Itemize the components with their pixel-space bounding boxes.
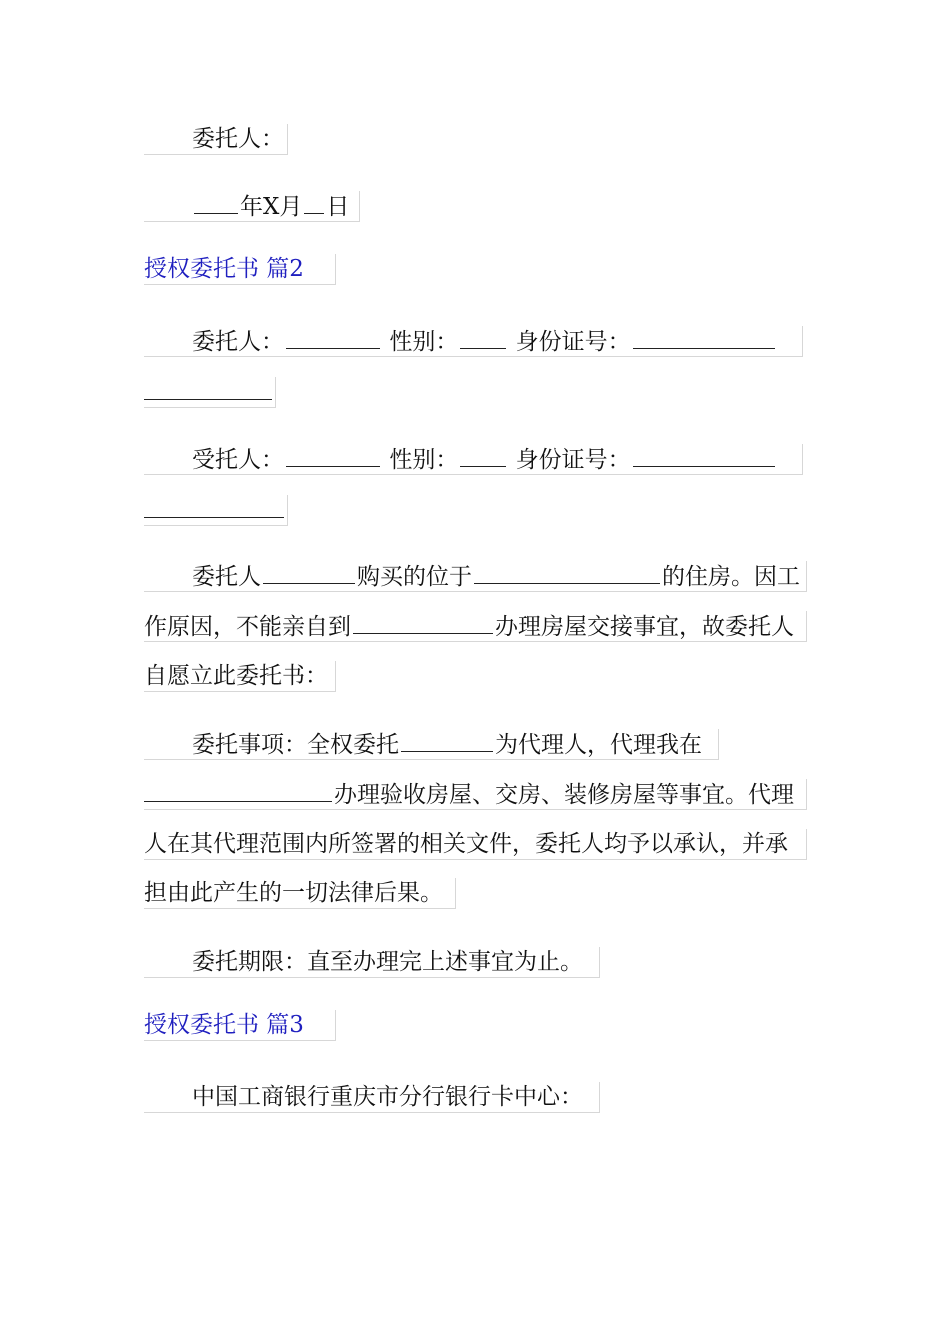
principal-gender-label: 性别：: [389, 329, 459, 355]
p2-blank-b: [144, 779, 332, 802]
p2-blank-a: [401, 729, 493, 752]
agent-id-blank-2: [144, 495, 284, 518]
p1-blank-c: [353, 611, 493, 634]
p1-text-e: 办理房屋交接事宜，故委托人: [495, 614, 794, 640]
paragraph-3-line-1: [144, 947, 600, 978]
agent-name-label: 受托人：: [192, 447, 284, 473]
p1-text-a: 委托人: [192, 564, 261, 590]
paragraph-1-line-3: [144, 661, 336, 692]
p1-text-c: 的住房。因工: [662, 564, 800, 590]
paragraph-2-line-3: [144, 829, 807, 860]
principal-id-continuation: [144, 377, 276, 408]
paragraph-2-line-2: [144, 779, 807, 810]
date-year-month: 年X月: [240, 194, 303, 220]
year-blank: [194, 191, 238, 214]
heading-2-text: 授权委托书 篇2: [144, 256, 304, 282]
paragraph-2-line-1: [144, 729, 719, 760]
section-heading-3: [144, 1010, 336, 1041]
principal-gender-blank: [460, 326, 506, 349]
recipient-line: [144, 1082, 600, 1113]
paragraph-1-line-1: [144, 561, 807, 592]
principal-id-blank-2: [144, 377, 272, 400]
recipient-text: 中国工商银行重庆市分行银行卡中心：: [192, 1084, 583, 1110]
paragraph-1-line-2: [144, 611, 807, 642]
p1-text-b: 购买的位于: [357, 564, 472, 590]
principal-label: 委托人：: [192, 126, 284, 152]
p2-text-e: 担由此产生的一切法律后果。: [144, 880, 443, 906]
heading-3-text: 授权委托书 篇3: [144, 1012, 304, 1038]
section-heading-2: [144, 254, 336, 285]
agent-name-blank: [286, 444, 380, 467]
principal-id-label: 身份证号：: [515, 329, 631, 355]
day-blank: [304, 191, 324, 214]
p1-text-d: 作原因，不能亲自到: [144, 614, 351, 640]
p1-blank-a: [263, 561, 355, 584]
paragraph-2-line-4: [144, 878, 456, 909]
p1-text-f: 自愿立此委托书：: [144, 663, 328, 689]
principal-name-label: 委托人：: [192, 329, 284, 355]
principal-name-blank: [286, 326, 380, 349]
agent-id-label: 身份证号：: [515, 447, 631, 473]
p2-text-a: 委托事项：全权委托: [192, 732, 399, 758]
p3-text: 委托期限：直至办理完上述事宜为止。: [192, 949, 583, 975]
p2-text-b: 为代理人，代理我在: [495, 732, 702, 758]
date-day: 日: [326, 194, 350, 220]
p2-text-d: 人在其代理范围内所签署的相关文件，委托人均予以承认，并承: [144, 831, 788, 857]
p2-text-c: 办理验收房屋、交房、装修房屋等事宜。代理: [334, 782, 794, 808]
agent-gender-label: 性别：: [389, 447, 459, 473]
p1-blank-b: [474, 561, 660, 584]
agent-id-blank: [633, 444, 775, 467]
agent-gender-blank: [460, 444, 506, 467]
date-line: [144, 191, 360, 222]
agent-id-continuation: [144, 495, 288, 526]
signature-line-principal: [144, 124, 288, 155]
principal-id-blank: [633, 326, 775, 349]
principal-info-line: [144, 326, 803, 357]
agent-info-line: [144, 444, 803, 475]
